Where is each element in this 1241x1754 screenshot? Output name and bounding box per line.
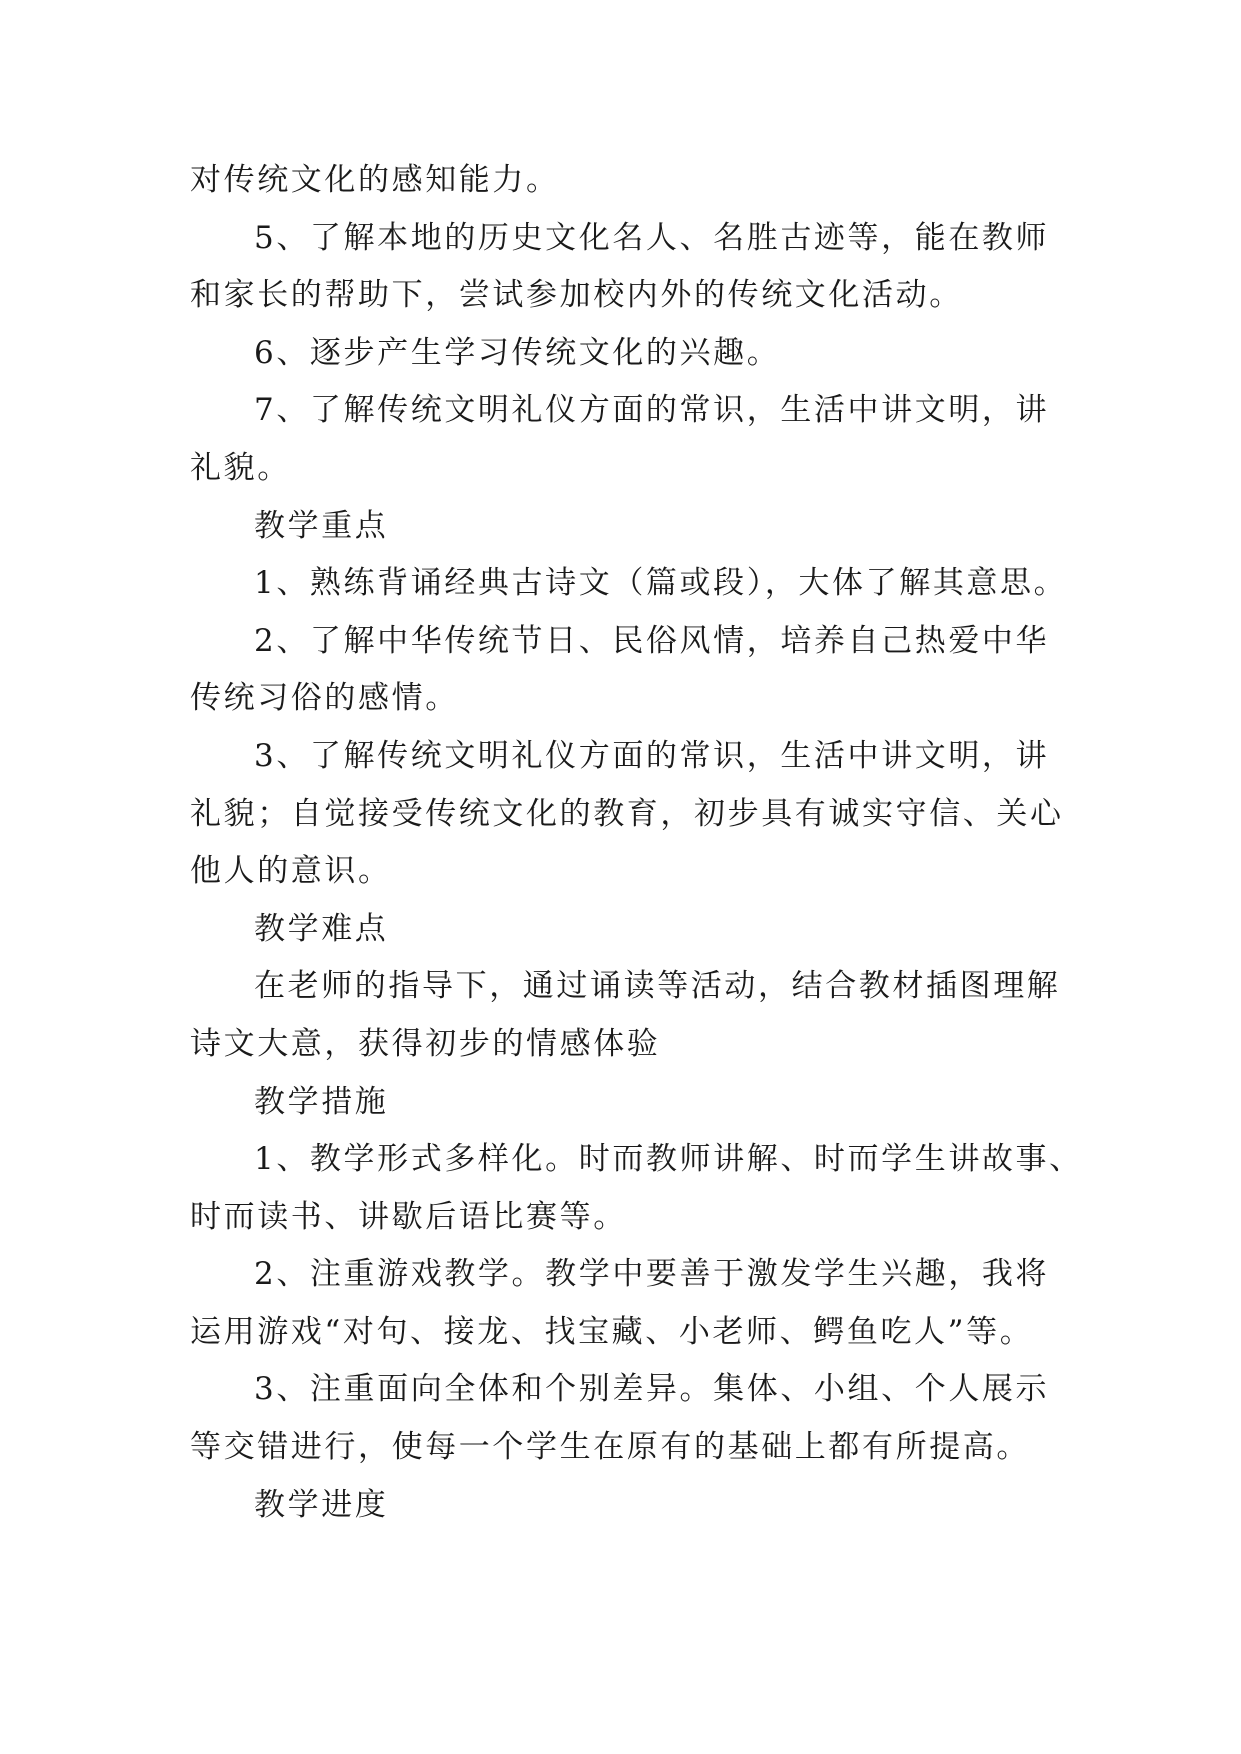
section-heading: 教学进度 [254, 1486, 389, 1523]
section-heading: 教学重点 [254, 507, 389, 544]
text-line: 对传统文化的感知能力。 [190, 162, 560, 198]
section-heading: 教学措施 [254, 1083, 389, 1120]
text-line: 传统习俗的感情。 [190, 680, 459, 717]
text-line: 3、了解传统文明礼仪方面的常识，生活中讲文明，讲 [254, 737, 1050, 774]
text-line: 2、了解中华传统节日、民俗风情，培养自己热爱中华 [254, 622, 1050, 659]
text-line: 时而读书、讲歇后语比赛等。 [190, 1198, 627, 1235]
text-line: 3、注重面向全体和个别差异。集体、小组、个人展示 [254, 1371, 1050, 1408]
text-line: 运用游戏“对句、接龙、找宝藏、小老师、鳄鱼吃人”等。 [190, 1313, 1034, 1350]
text-line: 他人的意识。 [190, 853, 392, 890]
text-line: 等交错进行，使每一个学生在原有的基础上都有所提高。 [190, 1429, 1030, 1466]
text-line: 在老师的指导下，通过诵读等活动，结合教材插图理解 [254, 968, 1061, 1005]
section-heading: 教学难点 [254, 910, 389, 947]
document-page [190, 152, 1083, 1534]
text-line: 礼貌。 [190, 449, 291, 486]
text-line: 7、了解传统文明礼仪方面的常识，生活中讲文明，讲 [254, 392, 1050, 429]
text-line: 2、注重游戏教学。教学中要善于激发学生兴趣，我将 [254, 1256, 1050, 1293]
text-line: 和家长的帮助下，尝试参加校内外的传统文化活动。 [190, 277, 963, 314]
text-line: 1、教学形式多样化。时而教师讲解、时而学生讲故事、 [254, 1141, 1083, 1178]
text-line: 1、熟练背诵经典古诗文（篇或段），大体了解其意思。 [254, 565, 1068, 602]
text-line: 5、了解本地的历史文化名人、名胜古迹等，能在教师 [254, 219, 1050, 256]
text-line: 6、逐步产生学习传统文化的兴趣。 [254, 334, 781, 371]
text-line: 礼貌；自觉接受传统文化的教育，初步具有诚实守信、关心 [190, 795, 1064, 832]
text-line: 诗文大意，获得初步的情感体验 [190, 1025, 661, 1062]
